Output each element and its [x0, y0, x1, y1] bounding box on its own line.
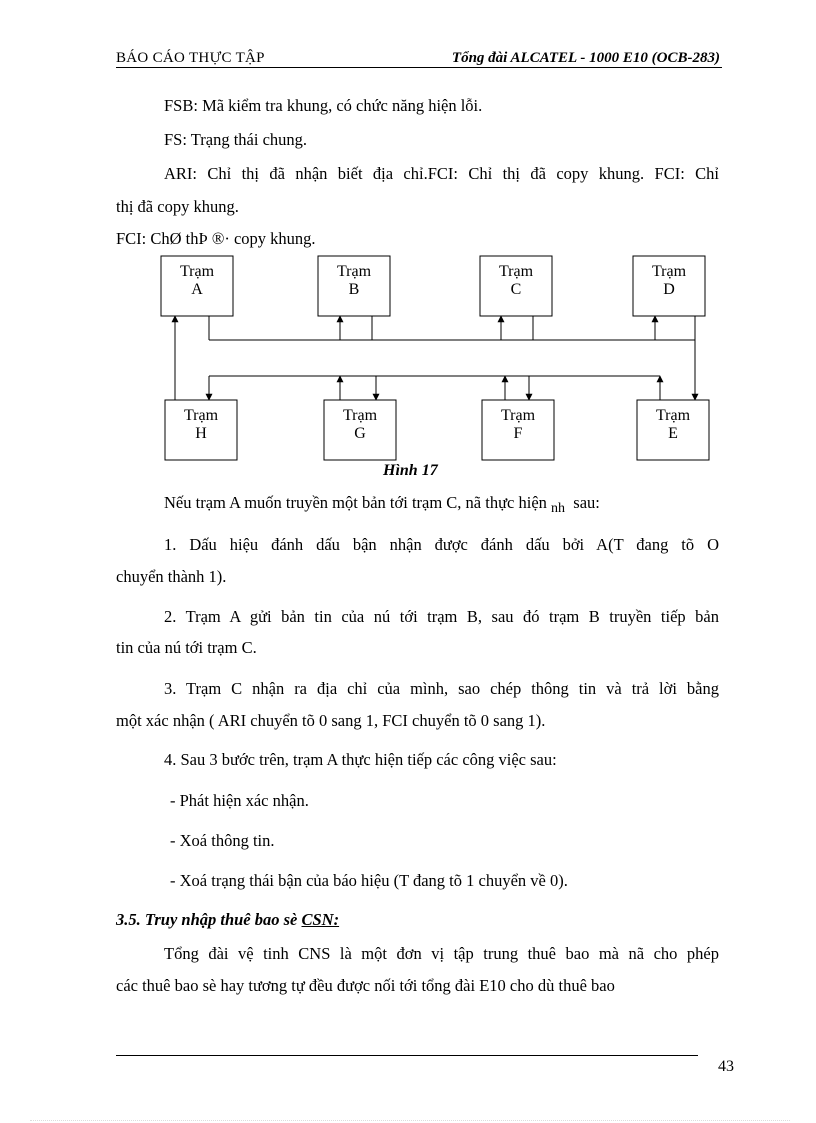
header-right: Tổng đài ALCATEL - 1000 E10 (OCB-283)	[451, 50, 720, 66]
page-edge	[30, 1120, 790, 1121]
bullet-1: - Phát hiện xác nhận.	[170, 791, 309, 810]
station-id-c: C	[510, 281, 522, 298]
header-left: BÁO CÁO THỰC TẬP	[116, 50, 265, 66]
station-id-e: E	[668, 425, 678, 442]
section-heading	[116, 910, 339, 930]
step-1-line-1: 1. Dấu hiệu đánh dấu bận nhận được đánh dấu bởi A(T đang tõ O	[164, 535, 719, 554]
station-label-h: Trạm	[183, 407, 219, 424]
station-label-b: Trạm	[336, 263, 372, 280]
lead-subscript: nh	[551, 501, 566, 516]
figure-caption: Hình 17	[383, 462, 438, 479]
station-label-e: Trạm	[655, 407, 691, 424]
section-title: CSN:	[301, 910, 340, 929]
lead-text-b: sau:	[573, 493, 600, 512]
footer-rule	[116, 1055, 698, 1056]
station-id-h: H	[195, 425, 207, 442]
intro-line-2: FS: Trạng thái chung.	[164, 130, 308, 149]
section-number: 3.5. Truy nhập thuê bao sè	[116, 910, 302, 929]
step-2-line-1: 2. Trạm A gửi bản tin của nú tới trạm B, sau đó trạm B truyền tiếp bản	[164, 607, 719, 626]
lead-text-a: Nếu trạm A muốn truyền một bản tới trạm C, nã thực hiện	[164, 493, 547, 512]
intro-line-5: FCI: ChØ thÞ ®· copy khung.	[116, 229, 316, 248]
intro-line-4: thị đã copy khung.	[116, 197, 239, 216]
ring-diagram	[0, 0, 816, 480]
intro-line-3: ARI: Chỉ thị đã nhận biết địa chỉ.FCI: Chỉ thị đã copy khung. FCI: Chỉ	[164, 164, 719, 183]
step-3-line-2: một xác nhận ( ARI chuyển tõ 0 sang 1, FCI chuyển tõ 0 sang 1).	[116, 711, 546, 730]
station-id-g: G	[354, 425, 366, 442]
station-label-f: Trạm	[500, 407, 536, 424]
lead-paragraph	[164, 493, 600, 515]
station-id-a: A	[191, 281, 203, 298]
page-number: 43	[718, 1058, 734, 1075]
intro-line-1: FSB: Mã kiểm tra khung, có chức năng hiện lỗi.	[164, 96, 483, 115]
step-3-line-1: 3. Trạm C nhận ra địa chỉ của mình, sao chép thông tin và trả lời bằng	[164, 679, 719, 698]
station-label-g: Trạm	[342, 407, 378, 424]
station-label-a: Trạm	[179, 263, 215, 280]
bullet-3: - Xoá trạng thái bận của báo hiệu (T đang tõ 1 chuyển về 0).	[170, 871, 568, 890]
station-id-f: F	[513, 425, 523, 442]
step-1-line-2: chuyển thành 1).	[116, 567, 227, 586]
step-4: 4. Sau 3 bước trên, trạm A thực hiện tiếp các công việc sau:	[164, 750, 557, 769]
station-id-b: B	[348, 281, 360, 298]
closing-line-1: Tổng đài vệ tinh CNS là một đơn vị tập trung thuê bao mà nã cho phép	[164, 944, 719, 963]
station-id-d: D	[663, 281, 675, 298]
station-label-d: Trạm	[651, 263, 687, 280]
step-2-line-2: tin của nú tới trạm C.	[116, 638, 257, 657]
station-label-c: Trạm	[498, 263, 534, 280]
bullet-2: - Xoá thông tin.	[170, 831, 275, 850]
closing-line-2: các thuê bao sè hay tương tự đều được nối tới tổng đài E10 cho dù thuê bao	[116, 976, 615, 995]
